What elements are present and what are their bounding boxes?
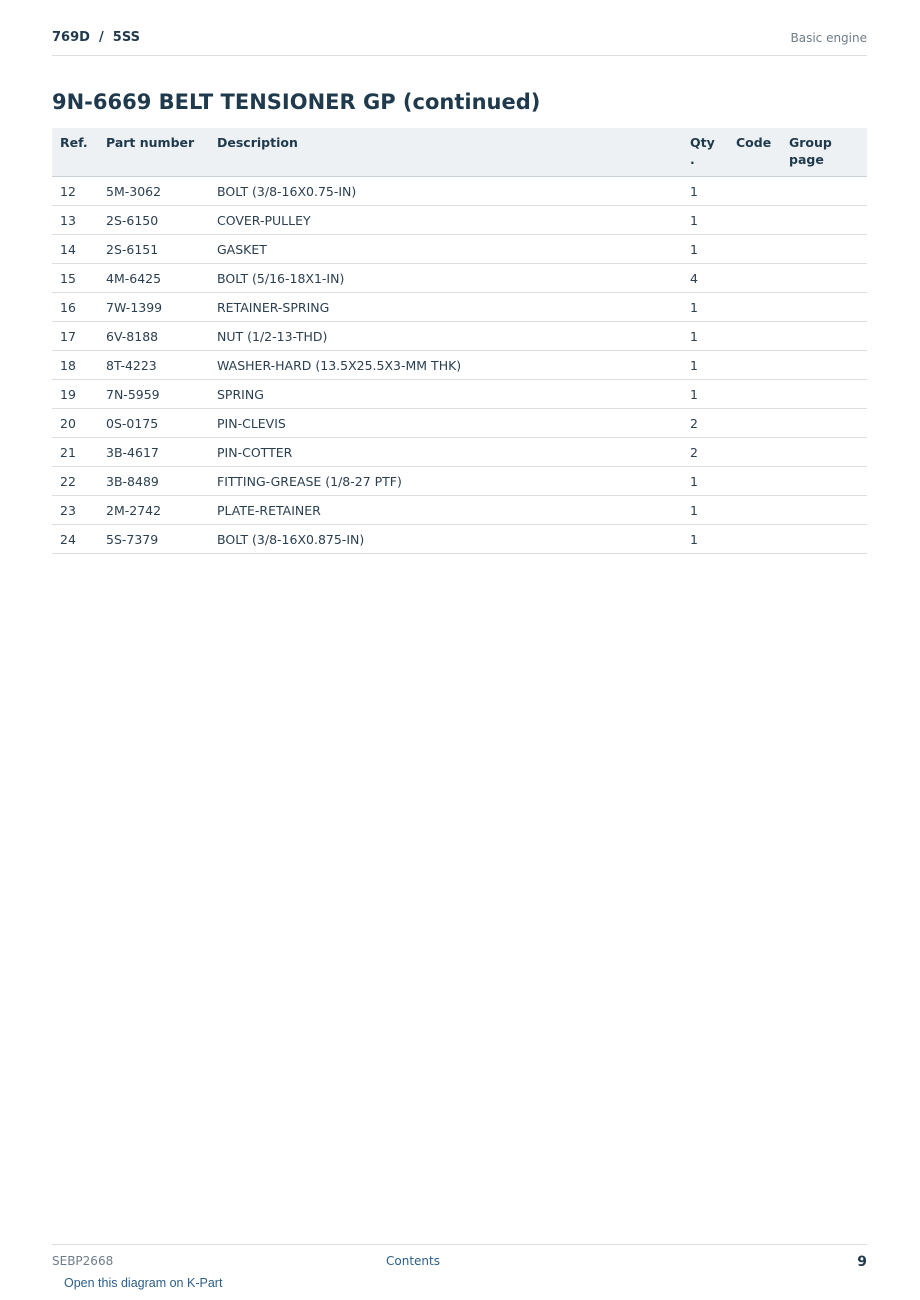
table-row [52,206,867,235]
kpart-diagram-link[interactable]: Open this diagram on K-Part [64,1276,223,1290]
parts-table [52,128,867,554]
cell-group-page [781,177,867,206]
cell-code [728,293,781,322]
cell-part-number: 0S-0175 [98,409,209,438]
contents-link[interactable]: Contents [386,1254,440,1268]
column-header-description: Description [209,128,682,177]
cell-description: BOLT (5/16-18X1-IN) [209,264,682,293]
cell-code [728,380,781,409]
cell-ref: 17 [52,322,98,351]
table-row [52,467,867,496]
cell-group-page [781,380,867,409]
cell-qty: 4 [682,264,728,293]
cell-description: PLATE-RETAINER [209,496,682,525]
cell-part-number: 5S-7379 [98,525,209,554]
cell-qty: 1 [682,351,728,380]
cell-ref: 14 [52,235,98,264]
cell-ref: 20 [52,409,98,438]
cell-ref: 21 [52,438,98,467]
cell-description: COVER-PULLEY [209,206,682,235]
cell-part-number: 7N-5959 [98,380,209,409]
cell-qty: 1 [682,496,728,525]
cell-code [728,235,781,264]
cell-description: NUT (1/2-13-THD) [209,322,682,351]
page-footer [52,1244,867,1274]
cell-code [728,206,781,235]
cell-ref: 19 [52,380,98,409]
column-header-qty: Qty . [682,128,728,177]
cell-description: BOLT (3/8-16X0.875-IN) [209,525,682,554]
cell-qty: 1 [682,206,728,235]
cell-description: PIN-CLEVIS [209,409,682,438]
cell-part-number: 4M-6425 [98,264,209,293]
cell-group-page [781,235,867,264]
cell-code [728,177,781,206]
cell-group-page [781,409,867,438]
table-row [52,438,867,467]
cell-qty: 2 [682,438,728,467]
cell-ref: 12 [52,177,98,206]
cell-group-page [781,467,867,496]
cell-code [728,409,781,438]
cell-code [728,467,781,496]
column-header-part-number: Part number [98,128,209,177]
cell-qty: 1 [682,467,728,496]
cell-description: RETAINER-SPRING [209,293,682,322]
document-id: SEBP2668 [52,1254,114,1268]
cell-description: BOLT (3/8-16X0.75-IN) [209,177,682,206]
section-label: Basic engine [790,31,867,45]
table-row [52,322,867,351]
cell-part-number: 7W-1399 [98,293,209,322]
cell-code [728,322,781,351]
cell-part-number: 2S-6151 [98,235,209,264]
cell-code [728,264,781,293]
column-header-code: Code [728,128,781,177]
header-row [52,128,867,177]
cell-ref: 13 [52,206,98,235]
cell-group-page [781,351,867,380]
table-row [52,351,867,380]
cell-qty: 1 [682,525,728,554]
cell-description: GASKET [209,235,682,264]
table-row [52,496,867,525]
table-row [52,264,867,293]
cell-code [728,438,781,467]
cell-ref: 24 [52,525,98,554]
cell-description: SPRING [209,380,682,409]
page-title [52,90,540,114]
cell-qty: 1 [682,177,728,206]
cell-qty: 1 [682,322,728,351]
cell-ref: 18 [52,351,98,380]
cell-part-number: 8T-4223 [98,351,209,380]
table-row [52,409,867,438]
cell-qty: 1 [682,380,728,409]
cell-ref: 16 [52,293,98,322]
cell-group-page [781,525,867,554]
table-row [52,525,867,554]
cell-code [728,351,781,380]
cell-part-number: 6V-8188 [98,322,209,351]
cell-ref: 15 [52,264,98,293]
parts-table-header [52,128,867,177]
cell-part-number: 3B-4617 [98,438,209,467]
table-row [52,235,867,264]
cell-part-number: 2M-2742 [98,496,209,525]
cell-description: FITTING-GREASE (1/8-27 PTF) [209,467,682,496]
cell-qty: 1 [682,235,728,264]
cell-code [728,525,781,554]
cell-group-page [781,496,867,525]
cell-group-page [781,322,867,351]
column-header-ref: Ref. [52,128,98,177]
title-suffix: (continued) [395,90,541,114]
cell-qty: 1 [682,293,728,322]
page-number: 9 [857,1254,867,1270]
table-row [52,380,867,409]
cell-group-page [781,264,867,293]
cell-code [728,496,781,525]
cell-qty: 2 [682,409,728,438]
part-group-title: 9N-6669 BELT TENSIONER GP [52,90,396,114]
cell-group-page [781,293,867,322]
column-header-group-page: Group page [781,128,867,177]
cell-ref: 22 [52,467,98,496]
cell-part-number: 5M-3062 [98,177,209,206]
cell-group-page [781,438,867,467]
cell-part-number: 2S-6150 [98,206,209,235]
cell-description: PIN-COTTER [209,438,682,467]
cell-group-page [781,206,867,235]
cell-ref: 23 [52,496,98,525]
page-header [52,28,867,56]
parts-table-body [52,177,867,554]
table-row [52,177,867,206]
model-breadcrumb: 769D / 5SS [52,30,140,45]
cell-description: WASHER-HARD (13.5X25.5X3-MM THK) [209,351,682,380]
cell-part-number: 3B-8489 [98,467,209,496]
table-row [52,293,867,322]
